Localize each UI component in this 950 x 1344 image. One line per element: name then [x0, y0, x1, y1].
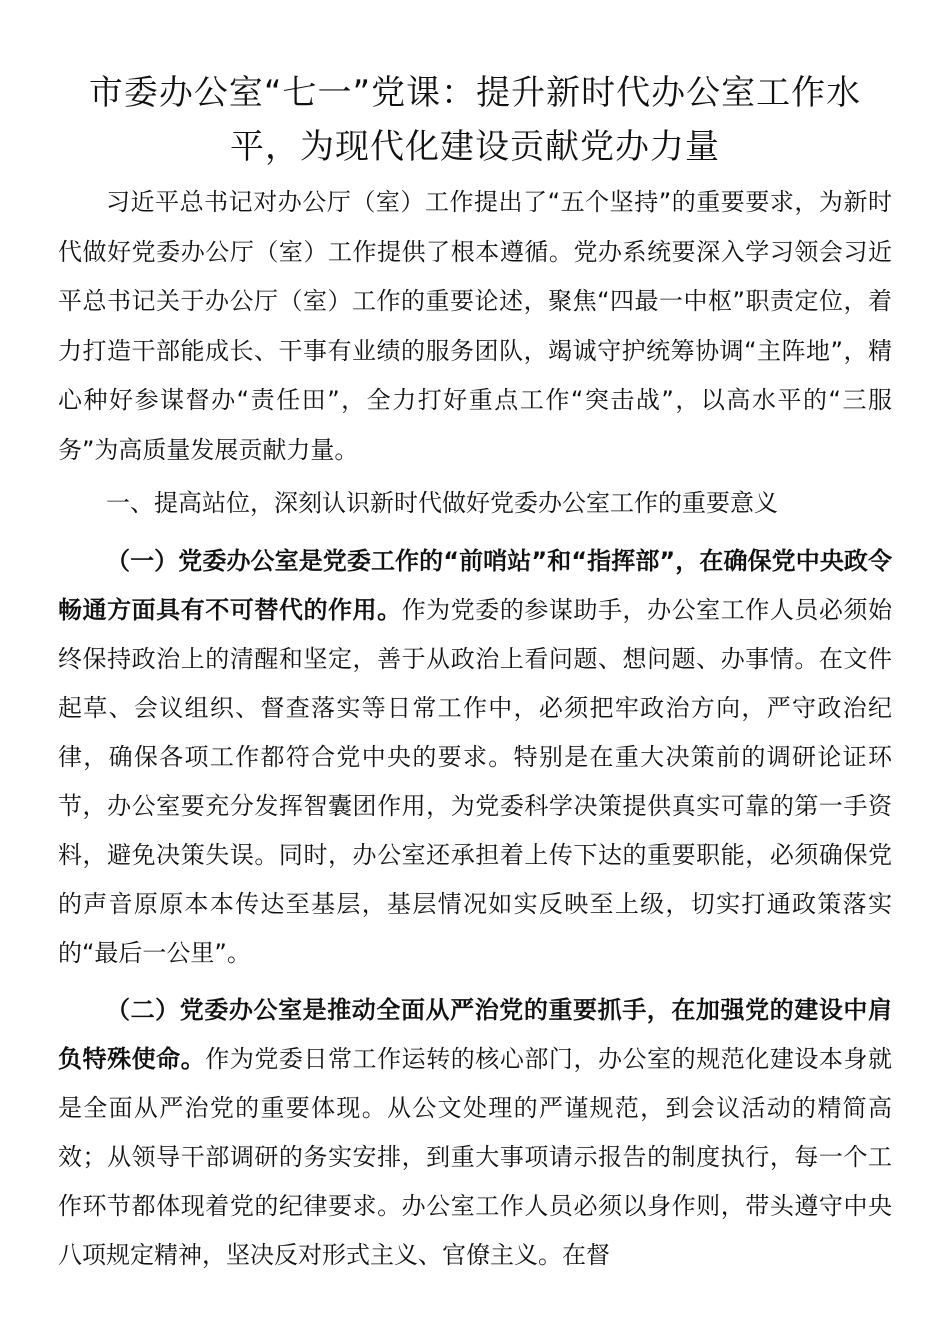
subsection-2-lead: （二）党委办公室是推动全面从严治党的重要抓手，在加强党的建设中肩负特殊使命。	[58, 995, 892, 1073]
subsection-2-body: 作为党委日常工作运转的核心部门，办公室的规范化建设本身就是全面从严治党的重要体现。从公文处理的严谨规范，到会议活动的精简高效；从领导干部调研的务实安排，到重大事项请示报告的制度执行，每一个工作环节都体现着党的纪律要求。办公室工作人员必须以身作则，带头遵守中央八项规定精神，坚决反对形式主义、官僚主义。在督	[58, 1044, 893, 1269]
subsection-1-body: 作为党委的参谋助手，办公室工作人员必须始终保持政治上的清醒和坚定，善于从政治上看问题、想问题、办事情。在文件起草、会议组织、督查落实等日常工作中，必须把牢政治方向，严守政治纪律，确保各项工作都符合党中央的要求。特别是在重大决策前的调研论证环节，办公室要充分发挥智囊团作用，为党委科学决策提供真实可靠的第一手资料，避免决策失误。同时，办公室还承担着上传下达的重要职能，必须确保党的声音原原本本传达至基层，基层情况如实反映至上级，切实打通政策落实的“最后一公里”。	[58, 595, 893, 967]
subsection-1-paragraph	[58, 537, 892, 978]
subsection-2-paragraph	[58, 986, 892, 1280]
section-heading-1: 一、提高站位，深刻认识新时代做好党委办公室工作的重要意义	[106, 489, 778, 517]
intro-paragraph: 习近平总书记对办公厅（室）工作提出了“五个坚持”的重要要求，为新时代做好党委办公厅（室）工作提供了根本遵循。党办系统要深入学习领会习近平总书记关于办公厅（室）工作的重要论述，聚焦“四最一中枢”职责定位，着力打造干部能成长、干事有业绩的服务团队，竭诚守护统筹协调“主阵地”，精心种好参谋督办“责任田”，全力打好重点工作“突击战”，以高水平的“三服务”为高质量发展贡献力量。	[58, 188, 892, 464]
document-title: 市委办公室“七一”党课：提升新时代办公室工作水平，为现代化建设贡献党办力量	[88, 73, 862, 167]
subsection-1-lead: （一）党委办公室是党委工作的“前哨站”和“指挥部”，在确保党中央政令畅通方面具有不可替代的作用。	[58, 546, 892, 624]
document-page	[58, 66, 892, 1280]
